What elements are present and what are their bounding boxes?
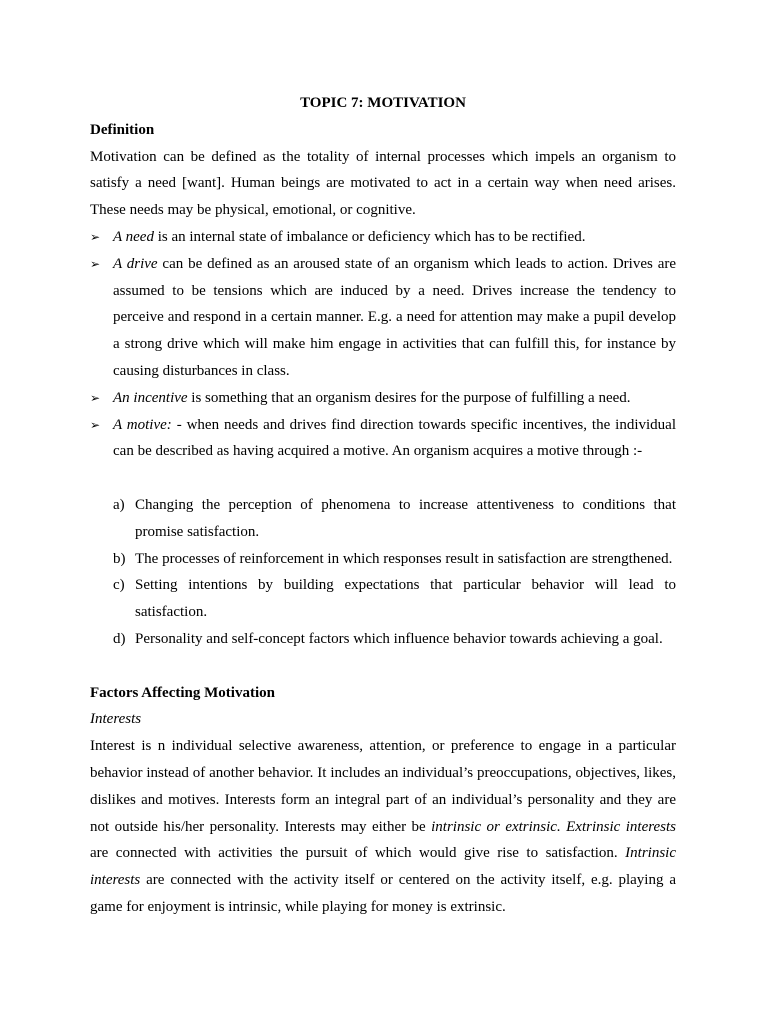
document-page — [90, 90, 676, 921]
list-item-text: Changing the perception of phenomena to increase attentiveness to conditions that promise satisfaction. — [135, 496, 676, 540]
spacer — [90, 653, 676, 680]
list-item — [90, 546, 676, 573]
spacer — [90, 465, 676, 492]
arrowhead-bullet-icon: ➢ — [90, 417, 101, 432]
list-marker: a) — [113, 496, 125, 513]
paragraph-text: are connected with the activity itself or centered on the activity itself, e.g. playing a game for enjoyment is intrinsic, while playing for money is extrinsic. — [90, 872, 676, 915]
factors-heading: Factors Affecting Motivation — [90, 684, 275, 701]
paragraph-text: are connected with activities the pursuit of which would give rise to satisfaction. — [90, 845, 626, 862]
bullet-term: An incentive — [113, 389, 188, 406]
bullet-text: can be defined as an aroused state of an organism which leads to action. Drives are assumed to be tensions which are induced by a need. Drives increase the tendency to perceive and respond in a certain manner. E.g. a need for attention may make a pupil develop a strong drive which will make him engage in activities that can fulfill this, for instance by causing disturbances in class. — [113, 255, 677, 379]
list-item — [90, 572, 676, 626]
page-title: TOPIC 7: MOTIVATION — [300, 95, 466, 111]
bullet-term: A drive — [113, 255, 158, 272]
list-item-text: Setting intentions by building expectations that particular behavior will lead to satisfaction. — [135, 577, 676, 621]
list-item — [90, 626, 676, 653]
list-item — [90, 224, 676, 251]
list-item-text: The processes of reinforcement in which responses result in satisfaction are strengthened. — [135, 550, 673, 567]
list-marker: b) — [113, 550, 126, 567]
arrowhead-bullet-icon: ➢ — [90, 229, 101, 244]
bullet-text: - when needs and drives find direction towards specific incentives, the individual can be described as having acquired a motive. An organism acquires a motive through :- — [113, 416, 676, 460]
bullet-term: A motive: — [113, 416, 172, 433]
paragraph-text: Interest is n individual selective awareness, attention, or preference to engage in a particular behavior instead of another behavior. It includes an individual’s preoccupations, objectives, likes, dislikes and motives. Interests form an integral part of an individual’s personality and they are not outside his/her personality. Interests may either be — [90, 738, 676, 835]
list-item — [90, 385, 676, 412]
definition-paragraph: Motivation can be defined as the totality of internal processes which impels an organism to satisfy a need [want]. Human beings are motivated to act in a certain way when need arises. These needs may be physical, emotional, or cognitive. — [90, 148, 676, 219]
definition-heading: Definition — [90, 121, 155, 138]
definition-bullet-list — [90, 224, 676, 465]
interests-paragraph — [90, 733, 676, 921]
paragraph-emphasis: Intrinsic interests — [90, 845, 676, 889]
list-marker: d) — [113, 630, 126, 647]
list-item-text: Personality and self-concept factors which influence behavior towards achieving a goal. — [135, 630, 663, 647]
list-marker: c) — [113, 577, 125, 594]
arrowhead-bullet-icon: ➢ — [90, 256, 101, 271]
interests-subheading: Interests — [90, 711, 142, 728]
bullet-text: is an internal state of imbalance or deficiency which has to be rectified. — [153, 228, 586, 245]
list-item — [90, 412, 676, 466]
arrowhead-bullet-icon: ➢ — [90, 390, 101, 405]
bullet-text: is something that an organism desires for the purpose of fulfilling a need. — [187, 389, 631, 406]
paragraph-emphasis: intrinsic or extrinsic. Extrinsic interests — [431, 818, 677, 835]
list-item — [90, 251, 676, 385]
motive-steps-list — [90, 492, 676, 653]
bullet-term: A need — [113, 228, 154, 245]
list-item — [90, 492, 676, 546]
